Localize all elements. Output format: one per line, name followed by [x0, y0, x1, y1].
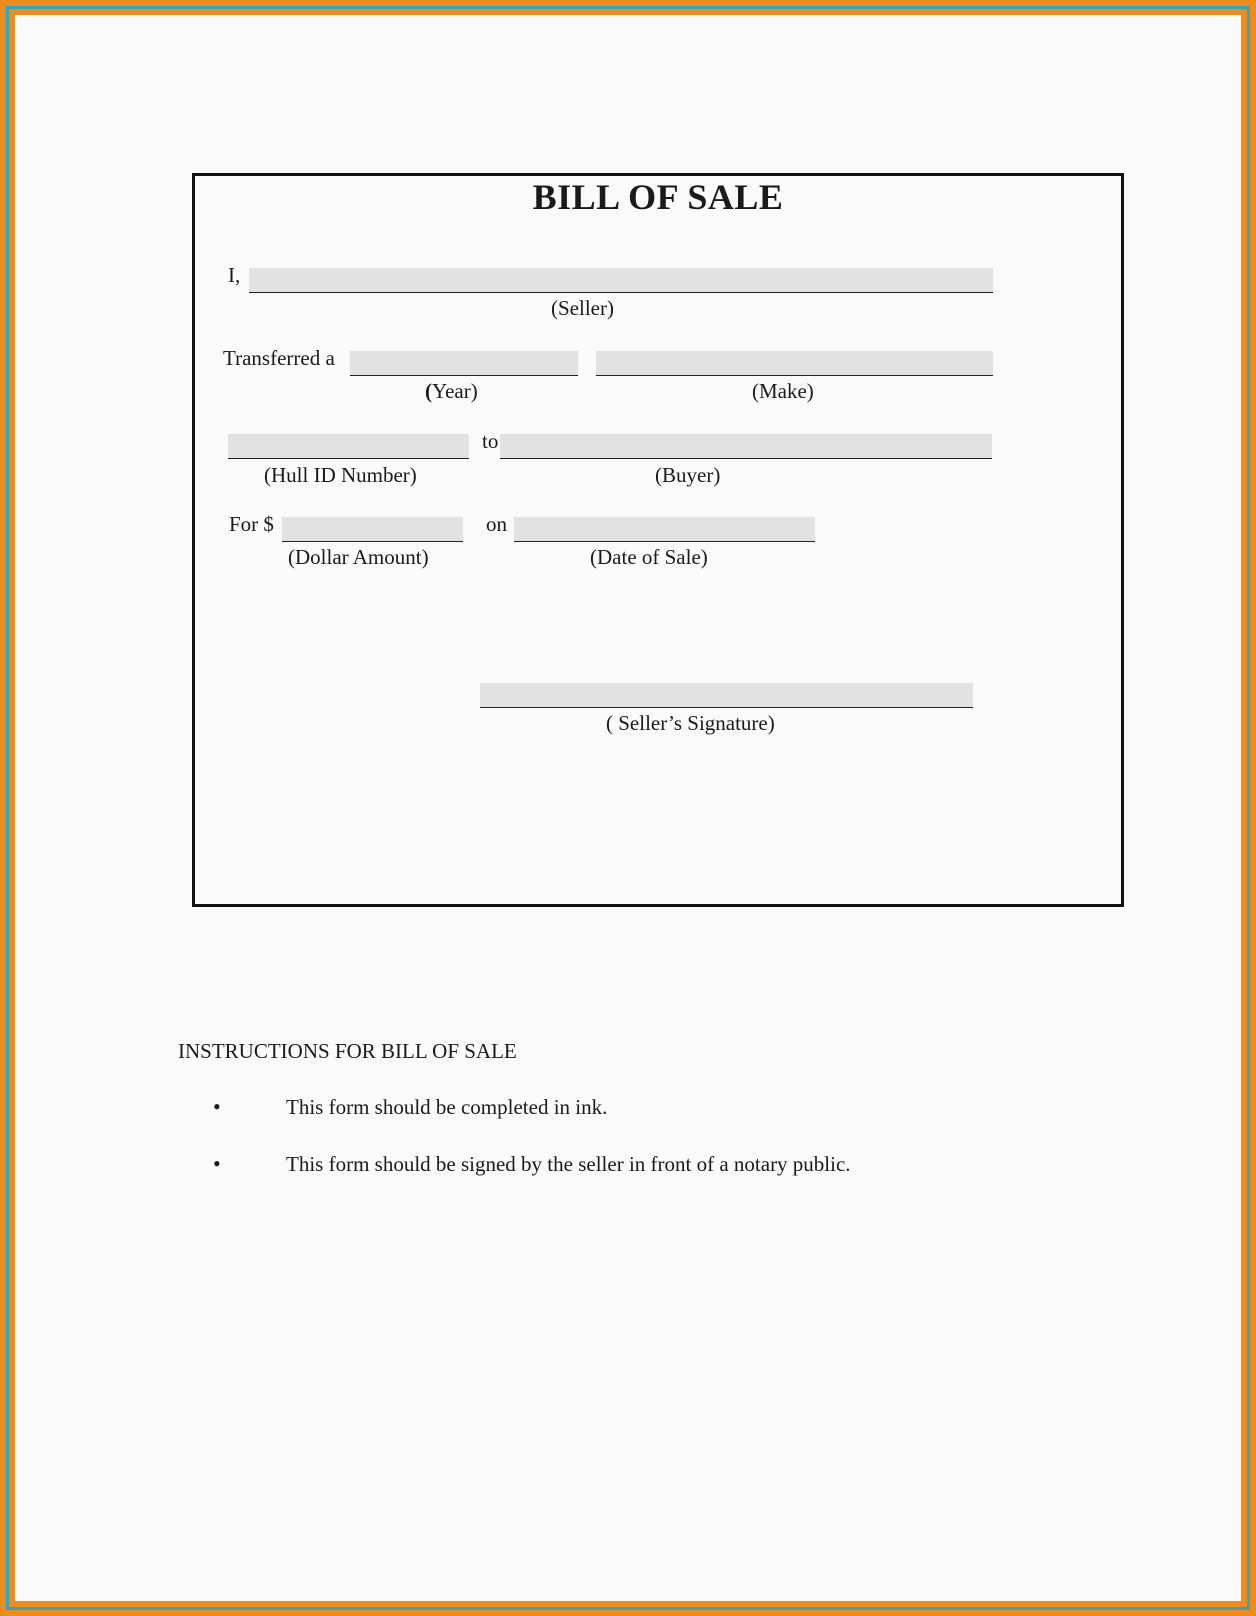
buyer-caption: (Buyer) — [655, 463, 721, 487]
dollar-amount-field[interactable] — [282, 517, 463, 542]
year-caption — [425, 379, 478, 404]
seller-prefix: I, — [228, 263, 241, 287]
form-title: BILL OF SALE — [532, 177, 784, 217]
seller-field[interactable] — [249, 268, 993, 293]
bullet-2: • — [213, 1151, 221, 1176]
instruction-item-1: This form should be completed in ink. — [286, 1095, 608, 1119]
document-page — [15, 15, 1241, 1601]
seller-caption: (Seller) — [551, 296, 614, 320]
date-of-sale-caption: (Date of Sale) — [590, 545, 708, 569]
bullet-1: • — [213, 1094, 221, 1119]
bill-of-sale-form — [192, 173, 1124, 907]
year-caption-rest: Year) — [432, 379, 478, 403]
hull-id-caption: (Hull ID Number) — [264, 463, 417, 487]
make-field[interactable] — [596, 351, 993, 376]
instructions-heading: INSTRUCTIONS FOR BILL OF SALE — [178, 1039, 517, 1063]
buyer-field[interactable] — [500, 434, 992, 459]
year-caption-paren: ( — [425, 379, 432, 403]
hull-id-field[interactable] — [228, 434, 469, 459]
on-label: on — [486, 512, 507, 536]
to-label: to — [482, 429, 499, 453]
instruction-item-2: This form should be signed by the seller in front of a notary public. — [286, 1152, 851, 1176]
date-of-sale-field[interactable] — [514, 517, 815, 542]
seller-signature-field[interactable] — [480, 683, 973, 708]
dollar-amount-caption: (Dollar Amount) — [288, 545, 429, 569]
seller-signature-caption: ( Seller’s Signature) — [606, 711, 775, 735]
make-caption: (Make) — [752, 379, 814, 403]
transferred-label: Transferred a — [223, 346, 335, 370]
for-label: For $ — [229, 512, 274, 536]
year-field[interactable] — [350, 351, 578, 376]
